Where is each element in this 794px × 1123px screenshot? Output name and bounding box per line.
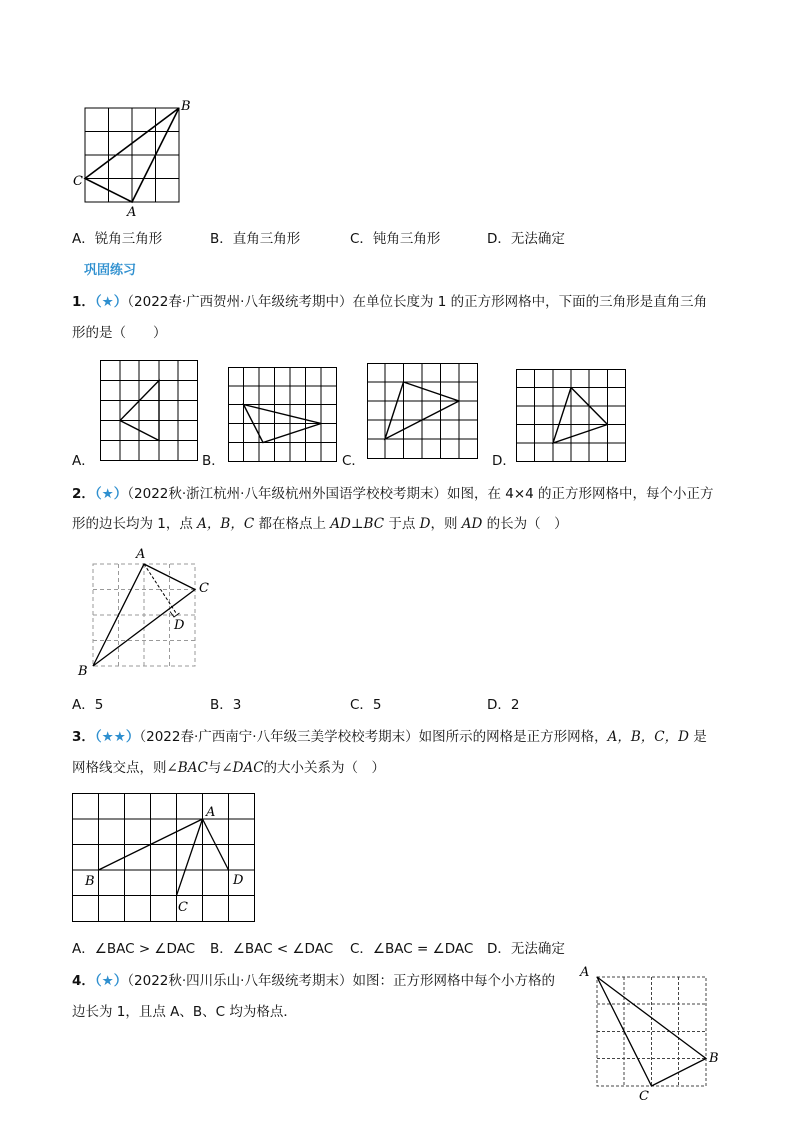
q1-figure-a <box>100 360 200 463</box>
q3-line2 <box>72 759 385 777</box>
q3-label-b: B <box>85 874 95 889</box>
top-option-d: D．无法确定 <box>487 231 565 247</box>
q1-line1 <box>72 293 707 311</box>
q3-label-d: D <box>233 873 244 888</box>
q3-text-1b: 是 <box>688 729 707 745</box>
q1-option-c: C． <box>342 453 365 469</box>
top-grid-figure <box>70 98 200 218</box>
q1-figure-d <box>516 369 628 463</box>
q3-text-2c: 的大小关系为（ ） <box>263 760 386 776</box>
q2-label-b: B <box>78 664 88 679</box>
q4-dashed-grid <box>597 977 706 1086</box>
q2-text-2b: 都在格点上 <box>254 516 331 532</box>
q3-option-b: B．∠BAC < ∠DAC <box>210 941 334 957</box>
q2-label-d: D <box>174 618 185 633</box>
q2-point-d: D <box>419 516 431 532</box>
q3-option-a: A．∠BAC > ∠DAC <box>72 941 196 957</box>
q3-text-2b: 与 <box>207 760 222 776</box>
q2-figure <box>75 542 215 682</box>
q3-figure <box>72 793 258 925</box>
q3-number: 3． <box>72 729 95 745</box>
q3-option-d: D．无法确定 <box>487 941 565 957</box>
q2-text-1: （2022秋·浙江杭州·八年级杭州外国语学校校考期末）如图，在 4×4 的正方形网格中，每个小正方 <box>127 486 714 502</box>
q1-line2: 形的是（ ） <box>72 325 167 341</box>
q4-label-c: C <box>639 1089 649 1104</box>
top-label-a: A <box>127 205 137 220</box>
q1-option-d: D． <box>492 453 516 469</box>
q4-number: 4． <box>72 973 95 989</box>
q4-label-a: A <box>580 965 590 980</box>
q2-ad: AD <box>461 516 483 532</box>
q2-line1 <box>72 485 714 503</box>
q2-option-c: C．5 <box>350 697 382 713</box>
q2-label-c: C <box>199 581 209 596</box>
top-grid <box>85 108 179 202</box>
q4-stars: （★） <box>94 973 128 989</box>
q2-label-a: A <box>136 547 146 562</box>
q3-angle-bac: ∠BAC <box>166 760 208 776</box>
q2-text-2a: 形的边长均为 1，点 <box>72 516 198 532</box>
q2-option-a: A．5 <box>72 697 104 713</box>
q4-label-b: B <box>709 1051 719 1066</box>
q4-line2: 边长为 1，且点 A、B、C 均为格点． <box>72 1004 297 1020</box>
q4-line1 <box>72 972 555 990</box>
top-label-c: C <box>73 174 83 189</box>
q3-option-c: C．∠BAC = ∠DAC <box>350 941 474 957</box>
top-label-b: B <box>181 99 191 114</box>
top-option-b: B．直角三角形 <box>210 231 301 247</box>
top-option-c: C．钝角三角形 <box>350 231 441 247</box>
q3-label-a: A <box>206 805 216 820</box>
q1-figure-b <box>228 367 338 463</box>
q2-right-angle-mark <box>170 612 180 618</box>
q2-stars: （★） <box>94 486 128 502</box>
q2-text-2c: 于点 <box>384 516 420 532</box>
q3-grid <box>72 793 255 922</box>
q2-perp: AD⊥BC <box>330 516 385 532</box>
q2-option-d: D．2 <box>487 697 520 713</box>
q3-points: A，B，C，D <box>607 729 689 745</box>
q1-number: 1． <box>72 294 95 310</box>
q4-figure <box>578 962 728 1102</box>
q2-text-2d: ，则 <box>430 516 462 532</box>
q3-segments <box>99 819 229 896</box>
q1-option-b: B． <box>202 453 225 469</box>
q1-stars: （★） <box>94 294 128 310</box>
q3-label-c: C <box>178 900 188 915</box>
q3-angle-dac: ∠DAC <box>221 760 264 776</box>
q3-text-1: （2022春·广西南宁·八年级三美学校校考期末）如图所示的网格是正方形网格， <box>139 729 608 745</box>
q1-option-a: A． <box>72 453 95 469</box>
q3-line1 <box>72 728 707 746</box>
q4-text-1: （2022秋·四川乐山·八年级统考期末）如图：正方形网格中每个小方格的 <box>127 973 555 989</box>
section-title: 巩固练习 <box>84 263 137 278</box>
q2-dashed-grid <box>93 564 195 666</box>
q1-text-1: （2022春·广西贺州·八年级统考期中）在单位长度为 1 的正方形网格中，下面的三角形是直角三角 <box>127 294 708 310</box>
q2-text-2e: 的长为（ ） <box>482 516 568 532</box>
q1-triangle-d <box>553 388 608 444</box>
q3-stars: （★★） <box>94 729 140 745</box>
q1-figure-c <box>367 363 479 460</box>
q3-text-2a: 网格线交点，则 <box>72 760 167 776</box>
q2-option-b: B．3 <box>210 697 242 713</box>
top-option-a: A．锐角三角形 <box>72 231 163 247</box>
q2-line2 <box>72 515 568 533</box>
q2-points: A，B，C <box>197 516 255 532</box>
q2-number: 2． <box>72 486 95 502</box>
